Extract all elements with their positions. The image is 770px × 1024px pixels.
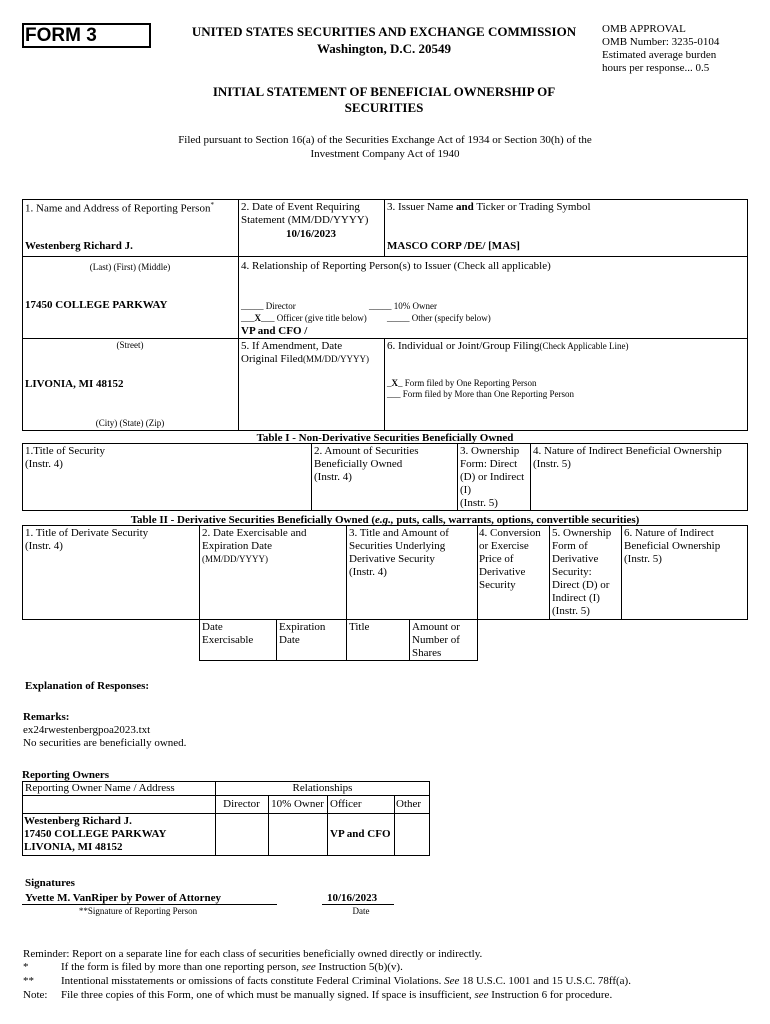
omb-approval: OMB APPROVAL	[602, 23, 686, 35]
t2-col5-l5: Direct (D) or	[552, 579, 610, 591]
t2-col6-l1: 6. Nature of Indirect	[624, 527, 714, 539]
note2-see: See	[444, 975, 460, 987]
signer-name: Yvette M. VanRiper by Power of Attorney	[25, 892, 222, 904]
omb-number: OMB Number: 3235-0104	[602, 36, 720, 48]
note3-pre: File three copies of this Form, one of which must be manually signed. If space is insufficient,	[61, 989, 475, 1001]
t2-col5-l3: Derivative	[552, 553, 599, 565]
box2-label-2: Statement (MM/DD/YYYY)	[241, 214, 369, 226]
agency-title: UNITED STATES SECURITIES AND EXCHANGE COMMISSION	[191, 24, 577, 39]
t1-col2-l2: Beneficially Owned	[314, 458, 403, 470]
box5-label-main: Original Filed	[241, 353, 304, 365]
remarks-line-2: No securities are beneficially owned.	[23, 737, 187, 749]
t2-title-pre: Table II - Derivative Securities Beneficially Owned (	[130, 514, 376, 526]
t2-div-1	[199, 525, 200, 620]
t2-sub-bottom	[199, 660, 478, 661]
t2-col6	[624, 527, 720, 566]
omb-box	[602, 23, 752, 75]
agency-location: Washington, D.C. 20549	[317, 41, 451, 56]
note1-text	[61, 961, 403, 973]
t2-sub-exp-l2: Date	[279, 634, 300, 646]
officer-mark: X	[254, 313, 261, 323]
box5-label-small: (MM/DD/YYYY)	[303, 354, 370, 364]
note3-post: Instruction 6 for procedure.	[488, 989, 613, 1001]
reporting-owners-heading: Reporting Owners	[22, 769, 110, 781]
t2-col3-l3: Derivative Security	[349, 553, 435, 565]
signatures-heading: Signatures	[25, 877, 75, 889]
issuer-name: MASCO CORP /DE/ [MAS]	[387, 240, 520, 252]
t2-col1-l1: 1. Title of Derivate Security	[25, 527, 149, 539]
t1-col1	[25, 445, 105, 471]
ro-col-ten: 10% Owner	[271, 798, 324, 810]
ro-div-officer	[394, 795, 395, 856]
box5-label-1: 5. If Amendment, Date	[241, 340, 343, 352]
t1-col2	[314, 445, 419, 484]
note2-post: 18 U.S.C. 1001 and 15 U.S.C. 78ff(a).	[459, 975, 631, 987]
grid-hline-1	[22, 256, 748, 257]
note3-see: see	[474, 989, 489, 1001]
t1-div-3	[530, 443, 531, 511]
t2-div-4	[549, 525, 550, 620]
t2-sub-expiration	[279, 621, 325, 647]
t2-div-2	[346, 525, 347, 620]
event-date: 10/16/2023	[285, 228, 337, 240]
t2-col4-l1: 4. Conversion	[479, 527, 541, 539]
ro-hline-1	[22, 795, 430, 796]
t2-col4-l4: Derivative	[479, 566, 526, 578]
t2-col5-l1: 5. Ownership	[552, 527, 612, 539]
box3-label-and: and	[456, 201, 474, 213]
t1-col4-l2: (Instr. 5)	[533, 458, 571, 470]
t2-col2-l2: Expiration Date	[202, 540, 272, 552]
t2-col4	[479, 527, 541, 592]
reporting-person-city: LIVONIA, MI 48152	[25, 378, 124, 390]
box4-label: 4. Relationship of Reporting Person(s) to Issuer (Check all applicable)	[241, 260, 551, 272]
note2-text	[61, 975, 631, 987]
t2-col5-l2: Form of	[552, 540, 588, 552]
t2-col2-l1: 2. Date Exercisable and	[202, 527, 307, 539]
t2-col4-l3: Price of	[479, 553, 514, 565]
director-option: _____ Director	[241, 301, 296, 311]
t2-sub-amount	[412, 621, 460, 660]
t2-sub-div-4	[409, 620, 410, 661]
ro-col-director: Director	[223, 798, 260, 810]
t1-col3	[460, 445, 524, 510]
ro-col-other: Other	[396, 798, 422, 810]
officer-rest: ___ Officer (give title below)	[261, 313, 367, 323]
t1-div-2	[457, 443, 458, 511]
note1-mark: *	[23, 961, 29, 973]
ro-col-officer: Officer	[330, 798, 362, 810]
filing-option-one	[387, 378, 537, 388]
filing-one-prefix: _	[387, 378, 392, 388]
ro-owner-name: Westenberg Richard J.	[24, 815, 132, 827]
grid-divider-3	[384, 339, 385, 431]
reporting-person-name: Westenberg Richard J.	[25, 240, 133, 252]
t2-title-eg: e.g.,	[375, 514, 394, 526]
note3-text	[61, 989, 612, 1001]
note1-post: Instruction 5(b)(v).	[315, 961, 403, 973]
t2-col6-l2: Beneficial Ownership	[624, 540, 721, 552]
t2-col1	[25, 527, 148, 553]
t1-col2-l3: (Instr. 4)	[314, 471, 352, 483]
ro-owner-city: LIVONIA, MI 48152	[24, 841, 123, 853]
t2-col3	[349, 527, 449, 579]
t2-col5-l7: (Instr. 5)	[552, 605, 590, 617]
t2-col5-l4: Security:	[552, 566, 592, 578]
t1-col3-l4: (I)	[460, 484, 471, 496]
t2-sub-amount-l3: Shares	[412, 647, 442, 659]
box1-label	[25, 201, 214, 215]
other-option: _____ Other (specify below)	[387, 313, 491, 323]
signature-date: 10/16/2023	[327, 892, 378, 904]
note3-mark: Note:	[23, 989, 48, 1001]
signature-caption: **Signature of Reporting Person	[78, 906, 198, 916]
officer-prefix: ___	[241, 313, 255, 323]
table1-title: Table I - Non-Derivative Securities Beneficially Owned	[256, 432, 514, 444]
t2-sub-amount-l2: Number of	[412, 634, 460, 646]
t2-sub-exp-l1: Expiration	[279, 621, 326, 633]
filing-option-multiple: ___ Form filed by More than One Reporting Person	[387, 389, 574, 399]
t1-col3-l2: Form: Direct	[460, 458, 518, 470]
t1-col2-l1: 2. Amount of Securities	[314, 445, 419, 457]
box1-marker: *	[210, 201, 214, 209]
ro-owner-address	[24, 815, 166, 854]
ten-pct-option: _____ 10% Owner	[369, 301, 437, 311]
filed-pursuant-2: Investment Company Act of 1940	[310, 148, 460, 160]
t2-col3-l1: 3. Title and Amount of	[349, 527, 449, 539]
officer-option	[241, 313, 367, 323]
explanation-heading: Explanation of Responses:	[25, 680, 150, 692]
grid-divider-2	[384, 199, 385, 256]
box6-label-main: 6. Individual or Joint/Group Filing	[387, 340, 540, 352]
ro-officer-value: VP and CFO	[330, 828, 391, 840]
t2-sub-date-exercisable	[202, 621, 253, 647]
t2-col4-l5: Security	[479, 579, 516, 591]
form-title-1: INITIAL STATEMENT OF BENEFICIAL OWNERSHIP OF	[212, 84, 556, 99]
t1-col4-l1: 4. Nature of Indirect Beneficial Ownership	[533, 445, 722, 457]
form-label: FORM 3	[25, 25, 97, 46]
box3-label-pre: 3. Issuer Name	[387, 201, 457, 213]
t2-col3-l2: Securities Underlying	[349, 540, 446, 552]
street-caption: (Street)	[116, 340, 144, 350]
t1-col3-l1: 3. Ownership	[460, 445, 520, 457]
date-caption: Date	[352, 906, 370, 916]
box6-label	[387, 340, 628, 352]
reporting-grid	[22, 199, 748, 431]
signature-line	[22, 904, 277, 905]
date-line	[322, 904, 394, 905]
note2-mark: **	[23, 975, 34, 987]
filed-pursuant-1: Filed pursuant to Section 16(a) of the Securities Exchange Act of 1934 or Section 30(h) of the	[178, 134, 592, 146]
t2-sub-amount-l1: Amount or	[412, 621, 460, 633]
t2-div-5	[621, 525, 622, 620]
t2-div-3	[477, 525, 478, 620]
t2-col6-l3: (Instr. 5)	[624, 553, 662, 565]
ro-col-name: Reporting Owner Name / Address	[25, 782, 175, 794]
t2-sub-div-3	[346, 620, 347, 661]
box3-label	[387, 201, 591, 213]
t2-col1-l2: (Instr. 4)	[25, 540, 63, 552]
form-title-2: SECURITIES	[344, 100, 424, 115]
t2-sub-div-5	[477, 620, 478, 661]
note1-see: see	[301, 961, 316, 973]
t1-col3-l5: (Instr. 5)	[460, 497, 498, 509]
t1-div-1	[311, 443, 312, 511]
city-caption: (City) (State) (Zip)	[95, 418, 165, 428]
t2-col3-l4: (Instr. 4)	[349, 566, 387, 578]
t2-sub-date-ex-l1: Date	[202, 621, 223, 633]
t1-col4	[533, 445, 722, 471]
omb-burden-2: hours per response... 0.5	[602, 62, 710, 74]
box3-label-post: Ticker or Trading Symbol	[473, 201, 591, 213]
t2-title-post: puts, calls, warrants, options, convertible securities)	[393, 514, 640, 526]
box2-label-1: 2. Date of Event Requiring	[241, 201, 360, 213]
ro-hline-2	[22, 813, 430, 814]
remarks-line-1: ex24rwestenbergpoa2023.txt	[23, 724, 151, 736]
t2-sub-title: Title	[349, 621, 370, 633]
t2-col4-l2: or Exercise	[479, 540, 529, 552]
t2-sub-div-1	[199, 620, 200, 661]
ro-owner-street: 17450 COLLEGE PARKWAY	[24, 828, 167, 840]
box6-label-small: (Check Applicable Line)	[539, 341, 629, 351]
reminder-text: Reminder: Report on a separate line for each class of securities beneficially owned directly or indirectly.	[23, 948, 483, 960]
filing-one-mark: X	[391, 378, 398, 388]
reporting-person-street: 17450 COLLEGE PARKWAY	[25, 299, 168, 311]
omb-burden-1: Estimated average burden	[602, 49, 717, 61]
t2-col2-small: (MM/DD/YYYY)	[202, 554, 268, 564]
ro-div-ten	[327, 795, 328, 856]
remarks-heading: Remarks:	[23, 711, 70, 723]
t1-col1-l2: (Instr. 4)	[25, 458, 63, 470]
grid-hline-2	[22, 338, 748, 339]
t1-col1-l1: 1.Title of Security	[25, 445, 105, 457]
note1-pre: If the form is filed by more than one reporting person,	[61, 961, 302, 973]
box5-label-2	[241, 353, 369, 365]
t2-sub-date-ex-l2: Exercisable	[202, 634, 254, 646]
t2-sub-div-2	[276, 620, 277, 661]
t1-col3-l3: (D) or Indirect	[460, 471, 525, 483]
t2-col5	[552, 527, 611, 618]
ro-col-relationships: Relationships	[292, 782, 353, 794]
box1-label-text: 1. Name and Address of Reporting Person	[25, 202, 211, 215]
note2-pre: Intentional misstatements or omissions of facts constitute Federal Criminal Violations.	[61, 975, 445, 987]
officer-title: VP and CFO /	[241, 325, 308, 337]
t2-col5-l6: Indirect (I)	[552, 592, 600, 604]
t2-col2	[202, 527, 306, 566]
name-caption: (Last) (First) (Middle)	[89, 262, 171, 272]
filing-one-rest: _ Form filed by One Reporting Person	[398, 378, 537, 388]
